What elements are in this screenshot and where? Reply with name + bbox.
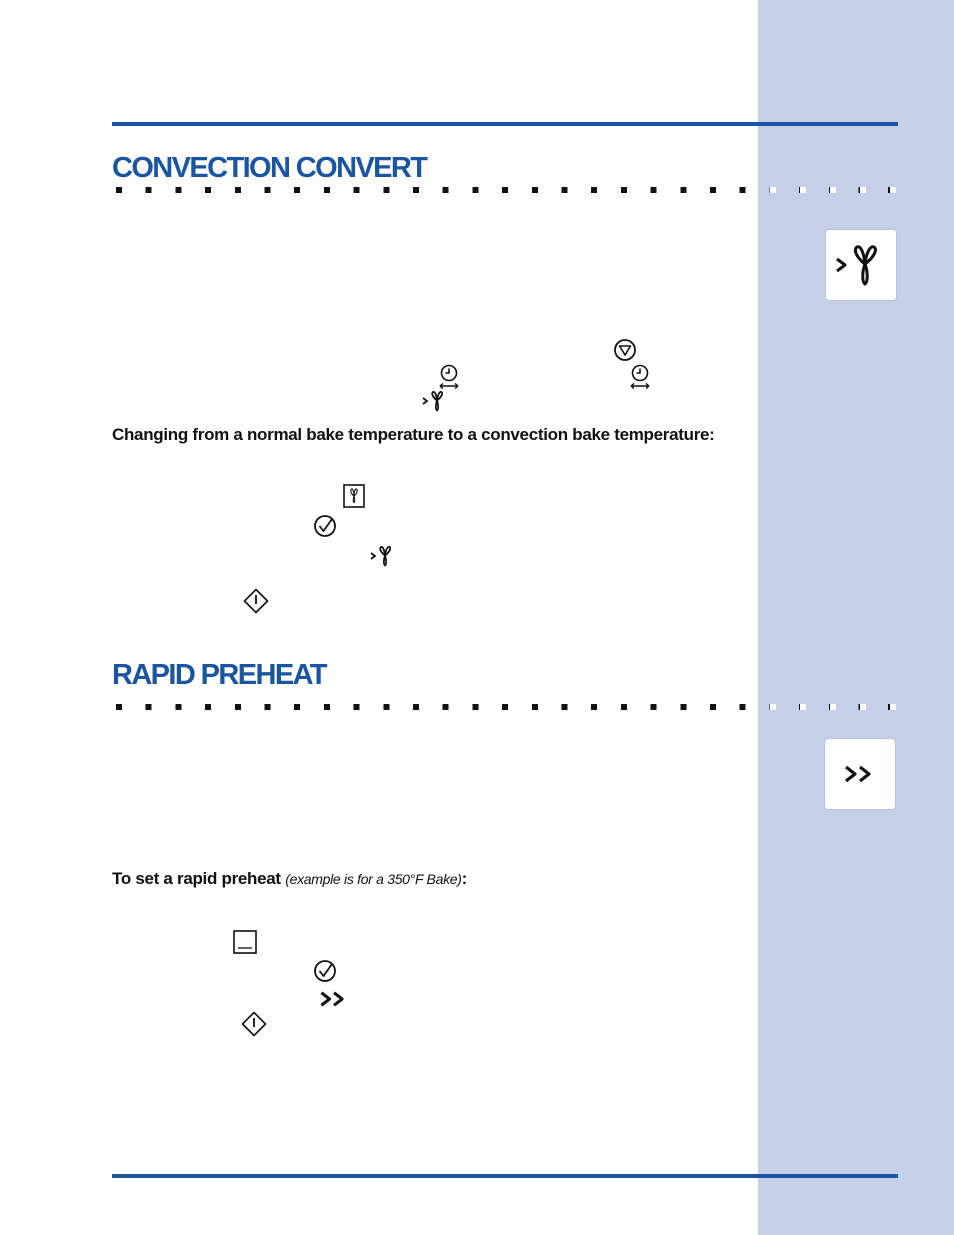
section-divider-dots [116,704,898,710]
bottom-rule [112,1174,898,1178]
bake-pad-icon [233,930,257,954]
convection-fan-icon [369,544,397,568]
convection-fan-icon [421,389,449,413]
rapid-preheat-icon [824,738,896,810]
page-sidebar [758,0,954,1235]
clock-timer-icon [437,364,461,390]
rapid-preheat-example: (example is for a 350°F Bake) [285,871,462,887]
clock-timer-icon [628,364,652,390]
start-icon [241,1011,267,1037]
rapid-preheat-icon [318,990,350,1008]
start-icon [243,588,269,614]
rapid-preheat-heading: RAPID PREHEAT [112,659,326,691]
convect-bake-pad-icon [343,484,365,508]
section-divider-dots-light [770,187,900,193]
top-rule [112,122,898,126]
check-enter-icon [313,959,337,983]
check-enter-icon [313,514,337,538]
section-divider-dots-light [770,704,900,710]
rapid-preheat-subheading-main: To set a rapid preheat [112,869,281,888]
convection-convert-heading: CONVECTION CONVERT [112,152,427,184]
convection-subheading: Changing from a normal bake temperature to a convection bake temperature: [112,425,715,444]
section-divider-dots [116,187,898,193]
rapid-preheat-subheading [112,869,467,889]
stop-icon [613,338,637,362]
convection-fan-icon [825,229,897,301]
rapid-preheat-colon: : [461,869,467,888]
